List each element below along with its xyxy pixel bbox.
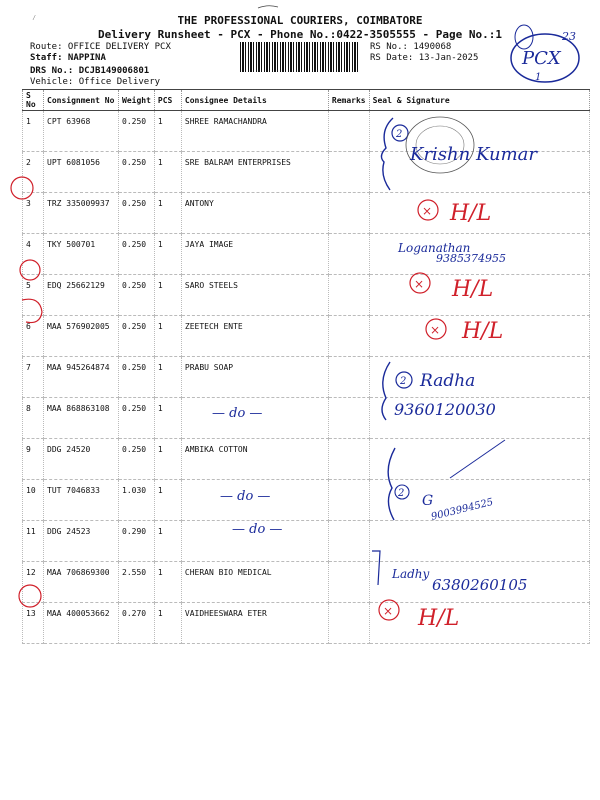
table-row <box>23 111 590 152</box>
cell-seal-signature <box>369 111 589 152</box>
cell-seal-signature <box>369 480 589 521</box>
cell-weight: 2.550 <box>119 562 155 603</box>
cell-consignee <box>181 398 328 439</box>
cell-sno: 6 <box>23 316 44 357</box>
cell-pcs: 1 <box>154 480 181 521</box>
cell-consignee: SHREE RAMACHANDRA <box>181 111 328 152</box>
signature-row12: Ladhy <box>392 567 430 581</box>
col-weight: Weight <box>119 90 155 111</box>
ditto-row10: — do — <box>220 489 271 504</box>
signature-radha: Radha <box>420 371 476 391</box>
col-consignee: Consignee Details <box>181 90 328 111</box>
cell-weight: 0.250 <box>119 111 155 152</box>
table-row <box>23 603 590 644</box>
phone-radha: 9360120030 <box>394 400 496 419</box>
rs-date: RS Date: 13-Jan-2025 <box>370 53 479 63</box>
cell-sno: 13 <box>23 603 44 644</box>
cell-pcs: 1 <box>154 193 181 234</box>
svg-text:H/L: H/L <box>450 201 492 226</box>
cell-consignment: MAA 945264874 <box>44 357 119 398</box>
cell-seal-signature <box>369 439 589 480</box>
svg-text:×: × <box>414 277 425 291</box>
cell-pcs: 1 <box>154 316 181 357</box>
cell-consignment: TKY 500701 <box>44 234 119 275</box>
cell-seal-signature <box>369 562 589 603</box>
cell-pcs: 1 <box>154 275 181 316</box>
cell-remarks <box>328 357 369 398</box>
cell-consignee: PRABU SOAP <box>181 357 328 398</box>
cell-remarks <box>328 193 369 234</box>
table-row <box>23 275 590 316</box>
cell-seal-signature <box>369 234 589 275</box>
cell-sno: 9 <box>23 439 44 480</box>
cell-remarks <box>328 439 369 480</box>
table-row <box>23 357 590 398</box>
cell-seal-signature <box>369 603 589 644</box>
cell-pcs: 1 <box>154 562 181 603</box>
svg-text:⁄: ⁄ <box>32 14 37 22</box>
table-row <box>23 193 590 234</box>
svg-text:2: 2 <box>398 488 405 499</box>
table-row <box>23 480 590 521</box>
cell-consignee: VAIDHEESWARA ETER <box>181 603 328 644</box>
cell-consignment: CPT 63968 <box>44 111 119 152</box>
cell-weight: 0.250 <box>119 275 155 316</box>
table-row <box>23 521 590 562</box>
cell-consignee: ZEETECH ENTE <box>181 316 328 357</box>
cell-consignment: DDG 24520 <box>44 439 119 480</box>
cell-remarks <box>328 152 369 193</box>
col-consignment: Consignment No <box>44 90 119 111</box>
cell-consignee: JAYA IMAGE <box>181 234 328 275</box>
cell-weight: 0.250 <box>119 439 155 480</box>
cell-remarks <box>328 562 369 603</box>
cell-pcs: 1 <box>154 603 181 644</box>
cell-consignment: TUT 7046833 <box>44 480 119 521</box>
svg-text:×: × <box>422 204 433 218</box>
cell-remarks <box>328 398 369 439</box>
cell-weight: 0.290 <box>119 521 155 562</box>
svg-text:2: 2 <box>400 376 407 387</box>
ditto-row11: — do — <box>232 522 283 537</box>
cell-weight: 0.250 <box>119 316 155 357</box>
cell-remarks <box>328 480 369 521</box>
cell-pcs: 1 <box>154 439 181 480</box>
cell-consignee: CHERAN BIO MEDICAL <box>181 562 328 603</box>
cell-sno: 11 <box>23 521 44 562</box>
cell-sno: 10 <box>23 480 44 521</box>
barcode <box>240 42 360 72</box>
svg-text:H/L: H/L <box>418 606 460 631</box>
signature-kumar: Krishn Kumar <box>410 144 538 165</box>
pcx-one: 1 <box>535 72 542 83</box>
runsheet-table <box>22 89 590 644</box>
pcx-oval <box>511 34 579 82</box>
cell-consignee <box>181 480 328 521</box>
svg-text:2: 2 <box>396 129 403 140</box>
cell-weight: 0.270 <box>119 603 155 644</box>
svg-text:H/L: H/L <box>452 277 494 302</box>
table-row <box>23 316 590 357</box>
cell-pcs: 1 <box>154 111 181 152</box>
cell-consignee: SRE BALRAM ENTERPRISES <box>181 152 328 193</box>
table-row <box>23 562 590 603</box>
cell-consignment: EDQ 25662129 <box>44 275 119 316</box>
svg-text:×: × <box>383 604 394 618</box>
cell-consignment: MAA 576902005 <box>44 316 119 357</box>
cell-weight: 0.250 <box>119 357 155 398</box>
cell-weight: 1.030 <box>119 480 155 521</box>
cell-remarks <box>328 603 369 644</box>
cell-sno: 5 <box>23 275 44 316</box>
phone-loganathan: 9385374955 <box>436 252 506 265</box>
svg-text:×: × <box>430 323 441 337</box>
phone-row10: 9003994525 <box>430 496 495 523</box>
cell-consignee: SARO STEELS <box>181 275 328 316</box>
runsheet-title: Delivery Runsheet - PCX - Phone No.:0422-3505555 - Page No.:1 <box>98 28 502 41</box>
table-body <box>23 111 590 644</box>
cell-consignee: AMBIKA COTTON <box>181 439 328 480</box>
cell-remarks <box>328 111 369 152</box>
cell-weight: 0.250 <box>119 398 155 439</box>
cell-sno: 3 <box>23 193 44 234</box>
cell-seal-signature <box>369 316 589 357</box>
cell-consignment: MAA 400053662 <box>44 603 119 644</box>
staff-line: Staff: NAPPINA <box>30 53 106 63</box>
cell-seal-signature <box>369 152 589 193</box>
cell-sno: 8 <box>23 398 44 439</box>
route-line: Route: OFFICE DELIVERY PCX <box>30 42 171 52</box>
col-remarks: Remarks <box>328 90 369 111</box>
cell-weight: 0.250 <box>119 234 155 275</box>
cell-seal-signature <box>369 193 589 234</box>
cell-remarks <box>328 234 369 275</box>
cell-sno: 7 <box>23 357 44 398</box>
cell-seal-signature <box>369 398 589 439</box>
corner-23: 23 <box>562 30 576 43</box>
cell-remarks <box>328 316 369 357</box>
cell-consignment: DDG 24523 <box>44 521 119 562</box>
cell-consignment: UPT 6081056 <box>44 152 119 193</box>
cell-consignment: MAA 868863108 <box>44 398 119 439</box>
table-row <box>23 398 590 439</box>
cell-pcs: 1 <box>154 357 181 398</box>
cell-remarks <box>328 521 369 562</box>
pcx-label: PCX <box>522 48 561 69</box>
cell-sno: 1 <box>23 111 44 152</box>
col-seal-signature: Seal & Signature <box>369 90 589 111</box>
cell-seal-signature <box>369 357 589 398</box>
cell-sno: 12 <box>23 562 44 603</box>
table-row <box>23 234 590 275</box>
cell-pcs: 1 <box>154 152 181 193</box>
rs-number: RS No.: 1490068 <box>370 42 452 52</box>
phone-row12: 6380260105 <box>432 576 528 594</box>
col-sno: S No <box>23 90 44 111</box>
cell-consignee: ANTONY <box>181 193 328 234</box>
company-name: THE PROFESSIONAL COURIERS, COIMBATORE <box>177 14 423 27</box>
cell-weight: 0.250 <box>119 193 155 234</box>
table-row <box>23 152 590 193</box>
cell-consignment: MAA 706869300 <box>44 562 119 603</box>
cell-remarks <box>328 275 369 316</box>
svg-text:G: G <box>422 493 434 509</box>
svg-text:H/L: H/L <box>462 319 504 344</box>
cell-pcs: 1 <box>154 234 181 275</box>
cell-sno: 4 <box>23 234 44 275</box>
signature-loganathan: Loganathan <box>398 241 471 255</box>
table-row <box>23 439 590 480</box>
ditto-row8: — do — <box>212 406 263 421</box>
cell-consignee <box>181 521 328 562</box>
cell-consignment: TRZ 335009937 <box>44 193 119 234</box>
table-header-row <box>23 90 590 111</box>
cell-weight: 0.250 <box>119 152 155 193</box>
drs-number: DRS No.: DCJB149006801 <box>30 66 150 76</box>
cell-seal-signature <box>369 521 589 562</box>
cell-pcs: 1 <box>154 398 181 439</box>
vehicle-line: Vehicle: Office Delivery <box>30 77 161 87</box>
col-pcs: PCS <box>154 90 181 111</box>
cell-pcs: 1 <box>154 521 181 562</box>
cell-sno: 2 <box>23 152 44 193</box>
cell-seal-signature <box>369 275 589 316</box>
